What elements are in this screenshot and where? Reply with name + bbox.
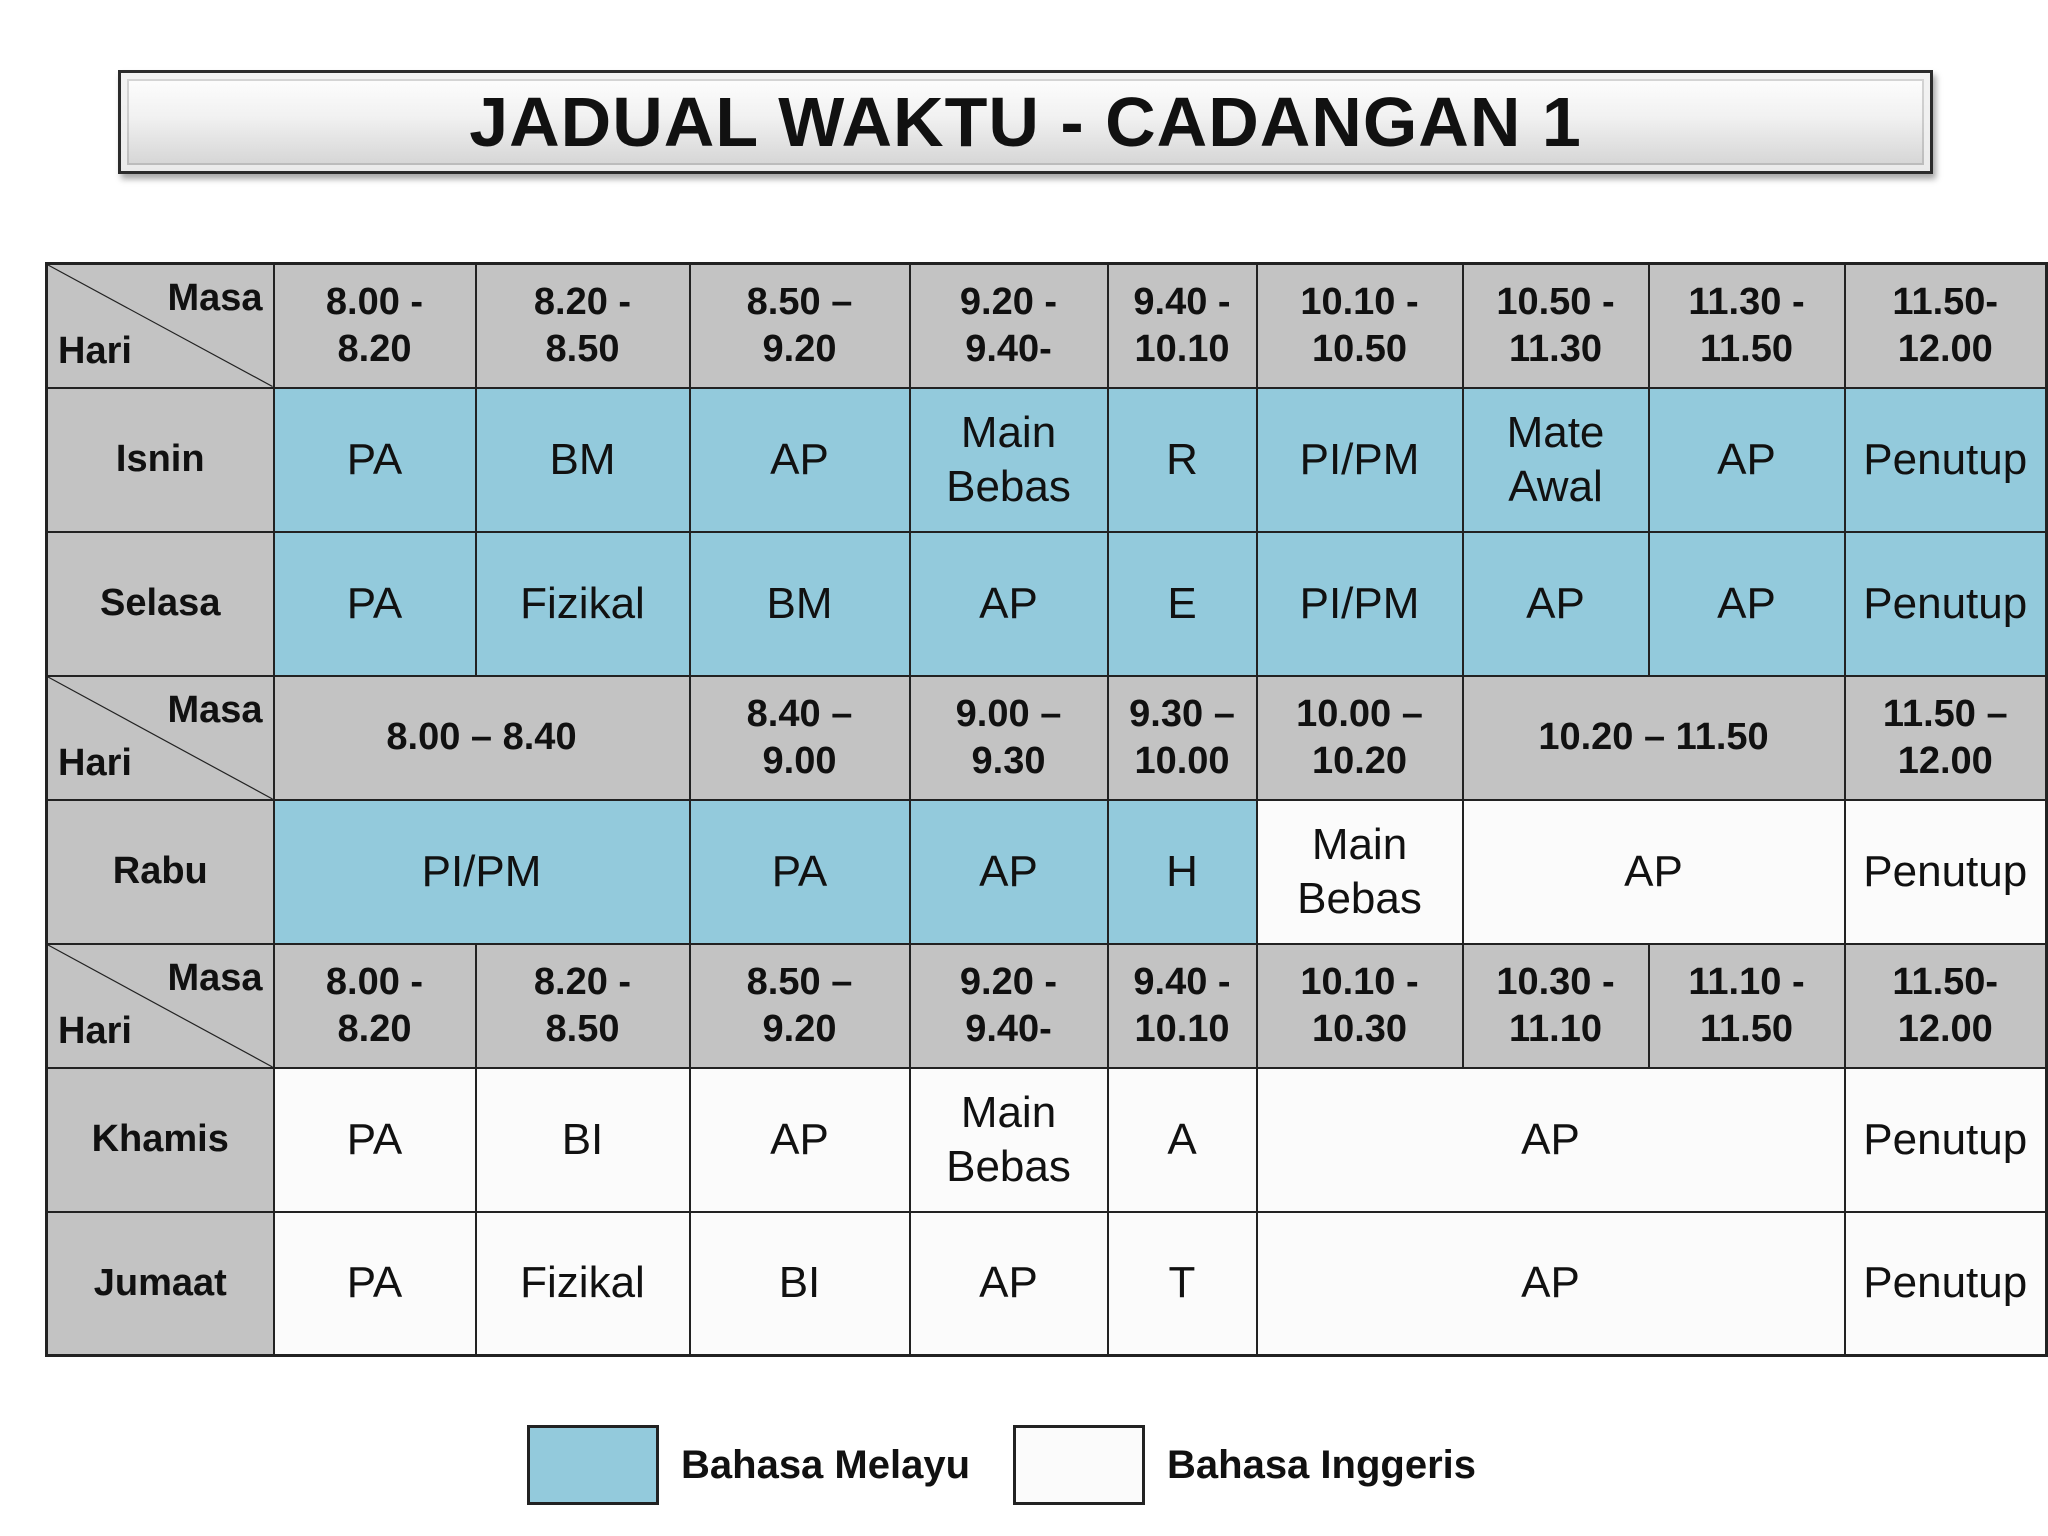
time-slot-header: 9.30 – 10.00 — [1108, 676, 1257, 800]
day-row-rabu — [47, 800, 2047, 944]
corner-cell — [47, 264, 274, 388]
time-slot-header: 10.20 – 11.50 — [1463, 676, 1845, 800]
masa-label: Masa — [167, 688, 263, 731]
day-row-selasa — [47, 532, 2047, 676]
lesson-cell: AP — [910, 800, 1108, 944]
lesson-cell: AP — [1257, 1212, 1845, 1356]
time-slot-header: 8.50 – 9.20 — [690, 944, 910, 1068]
masa-label: Masa — [167, 956, 263, 999]
lesson-cell: Penutup — [1845, 532, 2047, 676]
time-slot-header: 11.50 – 12.00 — [1845, 676, 2047, 800]
lesson-cell: Penutup — [1845, 1068, 2047, 1212]
legend-bahasa-inggeris — [1013, 1424, 1476, 1506]
lesson-cell: PI/PM — [274, 800, 690, 944]
masa-label: Masa — [167, 277, 263, 319]
time-slot-header: 8.00 – 8.40 — [274, 676, 690, 800]
lesson-cell: E — [1108, 532, 1257, 676]
time-slot-header: 8.40 – 9.00 — [690, 676, 910, 800]
lesson-cell: H — [1108, 800, 1257, 944]
time-slot-header: 11.50- 12.00 — [1845, 264, 2047, 388]
lesson-cell: AP — [1257, 1068, 1845, 1212]
lesson-cell: AP — [910, 532, 1108, 676]
time-slot-header: 10.10 - 10.50 — [1257, 264, 1463, 388]
time-slot-header: 9.40 - 10.10 — [1108, 264, 1257, 388]
lesson-cell: PI/PM — [1257, 532, 1463, 676]
lesson-cell: Main Bebas — [910, 388, 1108, 532]
lesson-cell: T — [1108, 1212, 1257, 1356]
lesson-cell: Mate Awal — [1463, 388, 1649, 532]
lesson-cell: BI — [476, 1068, 690, 1212]
lesson-cell: Penutup — [1845, 800, 2047, 944]
day-row-jumaat — [47, 1212, 2047, 1356]
time-slot-header: 9.20 - 9.40- — [910, 264, 1108, 388]
time-header-row-2 — [47, 676, 2047, 800]
time-header-row-1 — [47, 264, 2047, 388]
legend-bahasa-melayu — [527, 1424, 970, 1506]
lesson-cell: PA — [274, 388, 476, 532]
lesson-cell: Fizikal — [476, 532, 690, 676]
time-slot-header: 10.30 - 11.10 — [1463, 944, 1649, 1068]
lesson-cell: BM — [690, 532, 910, 676]
lesson-cell: BM — [476, 388, 690, 532]
time-slot-header: 8.00 - 8.20 — [274, 264, 476, 388]
lesson-cell: AP — [690, 388, 910, 532]
legend-swatch-bm — [527, 1425, 659, 1505]
corner-cell — [47, 676, 274, 800]
hari-label: Hari — [58, 1010, 132, 1053]
legend-swatch-bi — [1013, 1425, 1145, 1505]
lesson-cell: R — [1108, 388, 1257, 532]
lesson-cell: Main Bebas — [910, 1068, 1108, 1212]
lesson-cell: AP — [1463, 800, 1845, 944]
lesson-cell: PA — [274, 1212, 476, 1356]
day-label: Jumaat — [47, 1212, 274, 1356]
lesson-cell: AP — [690, 1068, 910, 1212]
lesson-cell: AP — [1463, 532, 1649, 676]
day-row-khamis — [47, 1068, 2047, 1212]
hari-label: Hari — [58, 742, 132, 785]
time-slot-header: 8.20 - 8.50 — [476, 264, 690, 388]
time-slot-header: 11.10 - 11.50 — [1649, 944, 1845, 1068]
lesson-cell: BI — [690, 1212, 910, 1356]
time-slot-header: 9.20 - 9.40- — [910, 944, 1108, 1068]
hari-label: Hari — [58, 330, 132, 373]
legend-label-bm: Bahasa Melayu — [681, 1442, 971, 1487]
time-header-row-3 — [47, 944, 2047, 1068]
lesson-cell: PA — [274, 532, 476, 676]
time-slot-header: 10.00 – 10.20 — [1257, 676, 1463, 800]
time-slot-header: 11.30 - 11.50 — [1649, 264, 1845, 388]
lesson-cell: Penutup — [1845, 388, 2047, 532]
day-label: Selasa — [47, 532, 274, 676]
legend-label-bi: Bahasa Inggeris — [1167, 1442, 1477, 1487]
time-slot-header: 8.00 - 8.20 — [274, 944, 476, 1068]
page-title: JADUAL WAKTU - CADANGAN 1 — [469, 83, 1582, 161]
lesson-cell: AP — [1649, 532, 1845, 676]
lesson-cell: Main Bebas — [1257, 800, 1463, 944]
time-slot-header: 9.40 - 10.10 — [1108, 944, 1257, 1068]
day-row-isnin — [47, 388, 2047, 532]
lesson-cell: Fizikal — [476, 1212, 690, 1356]
lesson-cell: PA — [274, 1068, 476, 1212]
time-slot-header: 10.10 - 10.30 — [1257, 944, 1463, 1068]
time-slot-header: 11.50- 12.00 — [1845, 944, 2047, 1068]
corner-cell — [47, 944, 274, 1068]
lesson-cell: PA — [690, 800, 910, 944]
lesson-cell: PI/PM — [1257, 388, 1463, 532]
time-slot-header: 8.20 - 8.50 — [476, 944, 690, 1068]
time-slot-header: 8.50 – 9.20 — [690, 264, 910, 388]
lesson-cell: Penutup — [1845, 1212, 2047, 1356]
lesson-cell: A — [1108, 1068, 1257, 1212]
lesson-cell: AP — [910, 1212, 1108, 1356]
lesson-cell: AP — [1649, 388, 1845, 532]
time-slot-header: 10.50 - 11.30 — [1463, 264, 1649, 388]
timetable — [45, 262, 2048, 1357]
time-slot-header: 9.00 – 9.30 — [910, 676, 1108, 800]
title-banner — [118, 70, 1933, 174]
day-label: Isnin — [47, 388, 274, 532]
day-label: Khamis — [47, 1068, 274, 1212]
day-label: Rabu — [47, 800, 274, 944]
